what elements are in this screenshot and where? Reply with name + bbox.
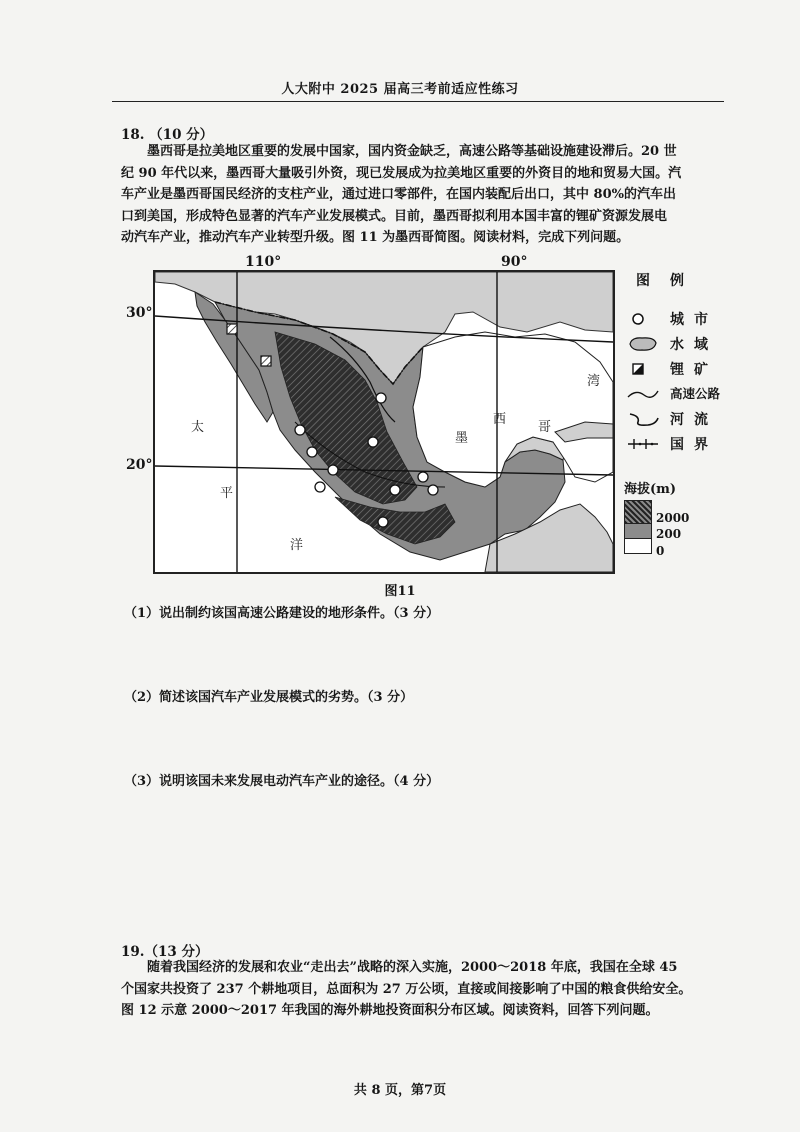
legend-label: 河流 [670, 412, 718, 428]
legend-item-river [626, 408, 726, 430]
question-19-material [121, 957, 721, 1022]
lat-label-20: 20° [126, 457, 153, 473]
legend-title: 图例 [636, 273, 704, 289]
border-icon [626, 435, 660, 453]
question-18-heading: 18. （10 分） [121, 127, 214, 143]
sub-question-3: （3）说明该国未来发展电动汽车产业的途径。（4 分） [124, 774, 440, 789]
city-circle-icon [378, 517, 388, 527]
gulf-label: 哥 [538, 420, 552, 435]
city-circle-icon [418, 472, 428, 482]
material-line: 动汽车产业，推动汽车产业转型升级。图 11 为墨西哥简图。阅读材料，完成下列问题。 [121, 230, 630, 245]
map-legend [620, 270, 730, 570]
material-line: 图 12 示意 2000～2017 年我国的海外耕地投资面积分布区域。阅读资料，回答下列问题。 [121, 1003, 659, 1018]
elevation-label: 0 [656, 544, 665, 558]
city-circle-icon [328, 465, 338, 475]
elevation-label: 200 [656, 527, 682, 541]
city-circle-icon [368, 437, 378, 447]
highway-icon [626, 385, 660, 403]
sub-question-2: （2）简述该国汽车产业发展模式的劣势。（3 分） [124, 690, 414, 705]
sea-label: 洋 [290, 538, 304, 553]
question-18-material [121, 141, 696, 249]
sub-question-1: （1）说出制约该国高速公路建设的地形条件。（3 分） [124, 606, 440, 621]
elevation-low-swatch [624, 538, 652, 554]
legend-item-lithium [626, 358, 726, 380]
city-circle-icon [315, 482, 325, 492]
sea-label: 平 [220, 486, 234, 501]
lithium-mine-icon [261, 356, 271, 366]
gulf-label: 西 [493, 412, 507, 427]
city-circle-icon [626, 310, 660, 328]
city-circle-icon [376, 393, 386, 403]
lon-label-90: 90° [501, 254, 528, 270]
figure-caption: 图11 [384, 584, 416, 599]
sea-label: 太 [191, 420, 205, 435]
material-line: 随着我国经济的发展和农业“走出去”战略的深入实施，2000～2018 年底，我国在全球 45 [147, 960, 678, 975]
water-area-icon [626, 335, 660, 353]
material-line: 墨西哥是拉美地区重要的发展中国家，国内资金缺乏，高速公路等基础设施建设滞后。20 世 [147, 144, 677, 159]
lat-label-30: 30° [126, 305, 153, 321]
legend-item-city [626, 308, 726, 330]
city-circle-icon [428, 485, 438, 495]
material-line: 个国家共投资了 237 个耕地项目，总面积为 27 万公顷，直接或间接影响了中国的粮食供给安全。 [121, 981, 692, 997]
elevation-mid-swatch [624, 523, 652, 539]
legend-label: 锂矿 [670, 362, 718, 378]
legend-label: 国界 [670, 437, 718, 453]
legend-label: 高速公路 [670, 386, 721, 401]
mexico-map [153, 270, 615, 574]
lithium-mine-icon [227, 324, 237, 334]
city-circle-icon [307, 447, 317, 457]
gulf-label: 墨 [455, 431, 469, 446]
legend-label: 水域 [670, 337, 718, 353]
material-line: 口到美国，形成特色显著的汽车产业发展模式。目前，墨西哥拟利用本国丰富的锂矿资源发展电 [121, 208, 668, 224]
legend-item-water [626, 333, 726, 355]
question-19-heading: 19.（13 分） [121, 944, 209, 960]
legend-item-border [626, 433, 726, 455]
river-icon [626, 410, 660, 428]
gulf-label: 湾 [587, 374, 601, 389]
material-line: 车产业是墨西哥国民经济的支柱产业，通过进口零部件，在国内装配后出口，其中 80%的汽车出 [121, 187, 676, 202]
header-rule [112, 101, 724, 102]
lithium-mine-icon [626, 360, 660, 378]
elevation-high-swatch [624, 500, 652, 524]
material-line: 纪 90 年代以来，墨西哥大量吸引外资，现已发展成为拉美地区重要的外资目的地和贸易大国。汽 [121, 165, 682, 181]
legend-label: 城市 [670, 312, 718, 328]
city-circle-icon [390, 485, 400, 495]
city-circle-icon [295, 425, 305, 435]
elevation-label: 2000 [656, 511, 690, 525]
legend-item-highway [626, 383, 726, 405]
exam-header: 人大附中 2025 届高三考前适应性练习 [281, 82, 519, 97]
lon-label-110: 110° [245, 254, 282, 270]
page-footer: 共 8 页，第7页 [353, 1083, 447, 1098]
elevation-title: 海拔(m) [624, 482, 677, 497]
